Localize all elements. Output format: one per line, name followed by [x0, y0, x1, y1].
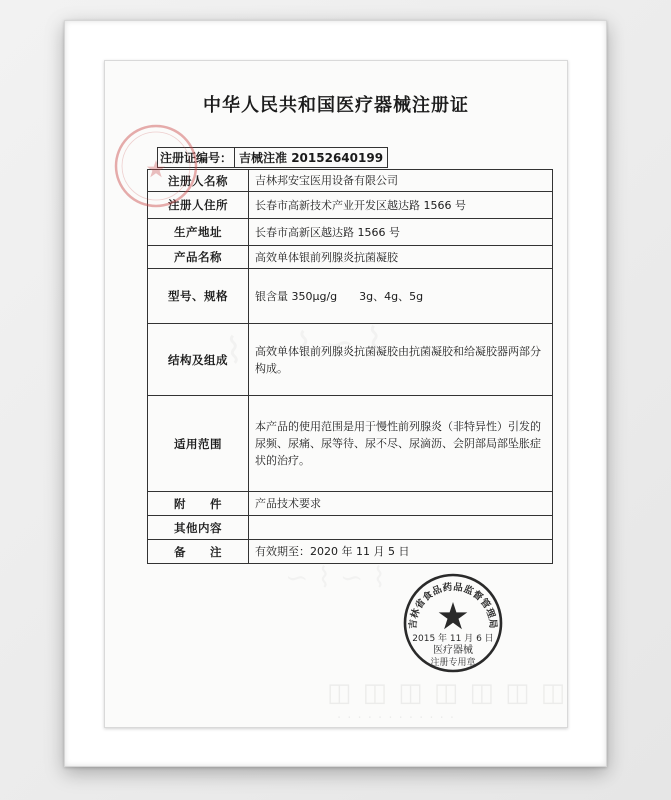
table-row	[148, 192, 553, 219]
table-row	[148, 396, 553, 492]
field-label-scope: 适用范围	[148, 396, 249, 492]
table-row	[148, 269, 553, 324]
table-row	[148, 219, 553, 246]
field-label-production-address: 生产地址	[148, 219, 249, 246]
field-label-model-spec: 型号、规格	[148, 269, 249, 324]
stamp-center-line-2: 注册专用章	[430, 658, 476, 668]
table-row	[148, 516, 553, 540]
company-watermark-english: · · · · · · · · · · · ·	[337, 711, 456, 726]
registration-table	[147, 169, 553, 564]
field-label-remarks: 备 注	[148, 540, 249, 564]
company-watermark: ◫ ◫ ◫ ◫ ◫ ◫ ◫	[327, 678, 567, 708]
field-label-product-name: 产品名称	[148, 246, 249, 269]
stamp-date: 2015 年 11 月 6 日	[412, 634, 494, 644]
field-label-structure: 结构及组成	[148, 324, 249, 396]
table-row	[148, 170, 553, 192]
watermark-pattern-2	[285, 561, 386, 594]
field-value-registrant-address: 长春市高新技术产业开发区越达路 1566 号	[249, 192, 553, 219]
spec-sizes: 3g、4g、5g	[359, 289, 424, 303]
field-value-other	[249, 516, 553, 540]
field-value-product-name: 高效单体银前列腺炎抗菌凝胶	[249, 246, 553, 269]
field-value-production-address: 长春市高新区越达路 1566 号	[249, 219, 553, 246]
field-label-registrant-name: 注册人名称	[148, 170, 249, 192]
stamp-center-line-1: 医疗器械	[433, 645, 473, 656]
certificate-title: 中华人民共和国医疗器械注册证	[203, 95, 469, 116]
registration-number-value: 吉械注准 20152640199	[234, 147, 388, 168]
field-value-model-spec	[249, 269, 553, 324]
field-value-attachment: 产品技术要求	[249, 492, 553, 516]
table-row	[148, 492, 553, 516]
field-value-remarks: 有效期至：2020 年 11 月 5 日	[249, 540, 553, 564]
field-value-scope: 本产品的使用范围是用于慢性前列腺炎（非特异性）引发的尿频、尿痛、尿等待、尿不尽、尿滴沥、会阴部局部坠胀症状的治疗。	[249, 396, 553, 492]
field-value-registrant-name: 吉林邦安宝医用设备有限公司	[249, 170, 553, 192]
field-label-registrant-address: 注册人住所	[148, 192, 249, 219]
stamp-authority-text: 吉林省食品药品监督管理局	[407, 581, 499, 630]
registration-number	[157, 147, 388, 168]
certificate-document	[104, 60, 568, 728]
field-label-attachment: 附 件	[148, 492, 249, 516]
field-value-structure: 高效单体银前列腺炎抗菌凝胶由抗菌凝胶和给凝胶器两部分构成。	[249, 324, 553, 396]
field-label-other: 其他内容	[148, 516, 249, 540]
registration-number-label: 注册证编号：	[157, 147, 234, 168]
spec-silver-content: 银含量 350μg/g	[255, 289, 338, 303]
table-row	[148, 540, 553, 564]
table-row	[148, 324, 553, 396]
table-row	[148, 246, 553, 269]
